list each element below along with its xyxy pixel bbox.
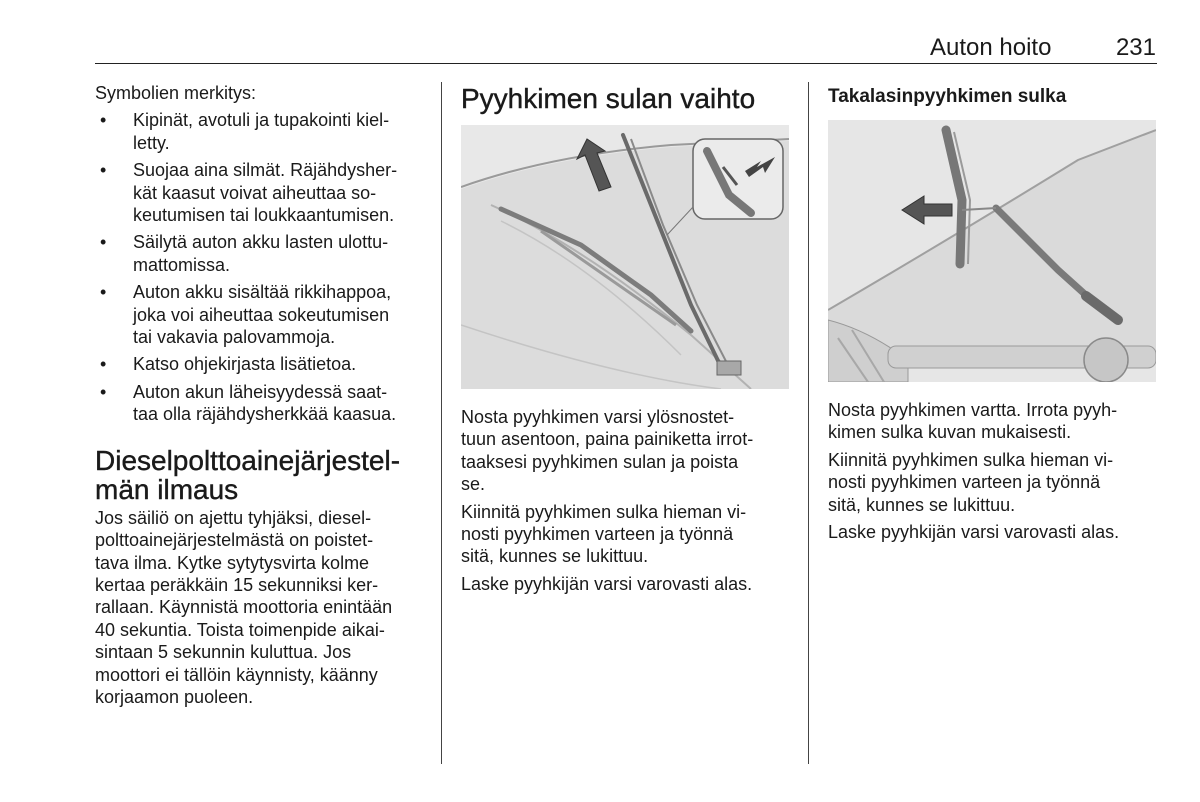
paragraph: Nosta pyyhkimen varsi ylösnostet- tuun asentoon, paina painiketta irrot- taaksesi pyyhkimen sulan ja poista se. <box>461 407 754 495</box>
bullet-icon: • <box>100 282 107 303</box>
list-item <box>95 281 430 348</box>
symbols-list <box>95 109 430 425</box>
list-item-text: Kipinät, avotuli ja tupakointi kiel- letty. <box>133 110 390 153</box>
column-divider-left <box>441 82 442 764</box>
paragraph: Jos säiliö on ajettu tyhjäksi, diesel- polttoainejärjestelmästä on poistet- tava ilma. Kytke sytytysvirta kolme kertaa peräkkäin 15 sekunniksi ker- rallaan. Käynnistä moottoria enintään 40 sekuntia. Toista toimenpide aikai- sintaan 5 sekunnin kuluttua. Jos moottori ei tällöin käynnisty, käänny korjaamon puoleen. <box>95 507 393 707</box>
bullet-icon: • <box>100 160 107 181</box>
bullet-icon: • <box>100 381 107 402</box>
bullet-icon: • <box>100 354 107 375</box>
list-item-text: Säilytä auton akku lasten ulottu- mattomissa. <box>133 232 389 275</box>
paragraph: Kiinnitä pyyhkimen sulka hieman vi- nosti pyyhkimen varteen ja työnnä sitä, kunnes se lukittuu. <box>828 449 1114 515</box>
list-item-text: Auton akku sisältää rikkihappoa, joka voi aiheuttaa sokeutumisen tai vakavia palovammoja. <box>133 282 392 348</box>
rear-wiper-illustration <box>828 120 1156 382</box>
paragraph: Laske pyyhkijän varsi varovasti alas. <box>828 522 1120 543</box>
column-divider-right <box>808 82 809 764</box>
list-item <box>95 353 430 375</box>
list-item-text: Auton akun läheisyydessä saat- taa olla räjähdysherkkää kaasua. <box>133 381 397 425</box>
instructions <box>461 406 793 595</box>
paragraph: Nosta pyyhkimen vartta. Irrota pyyh- kimen sulka kuvan mukaisesti. <box>828 400 1118 443</box>
section-heading: Dieselpolttoainejärjestel- män ilmaus <box>95 444 401 505</box>
column-3 <box>828 86 1158 548</box>
section-heading: Pyyhkimen sulan vaihto <box>461 83 756 114</box>
page-number: 231 <box>1115 34 1156 61</box>
bullet-icon: • <box>100 110 107 131</box>
column-1 <box>95 82 430 713</box>
list-item-text: Suojaa aina silmät. Räjähdysher- kät kaasut voivat aiheuttaa so- keutumisen tai loukkaantumisen. <box>133 160 398 226</box>
paragraph: Laske pyyhkijän varsi varovasti alas. <box>461 573 753 594</box>
list-item <box>95 159 430 226</box>
instructions <box>828 399 1158 543</box>
column-2 <box>461 84 793 600</box>
section-heading: Takalasinpyyhkimen sulka <box>828 86 1067 107</box>
symbols-intro: Symbolien merkitys: <box>95 83 257 103</box>
windscreen-wiper-illustration <box>461 125 789 389</box>
list-item-text: Katso ohjekirjasta lisätietoa. <box>133 354 357 375</box>
list-item <box>95 381 430 426</box>
list-item <box>95 231 430 276</box>
header-rule <box>95 63 1157 64</box>
bullet-icon: • <box>100 232 107 253</box>
list-item <box>95 109 430 154</box>
paragraph: Kiinnitä pyyhkimen sulka hieman vi- nosti pyyhkimen varteen ja työnnä sitä, kunnes se lukittuu. <box>461 501 747 567</box>
section-title: Auton hoito <box>930 34 1052 61</box>
